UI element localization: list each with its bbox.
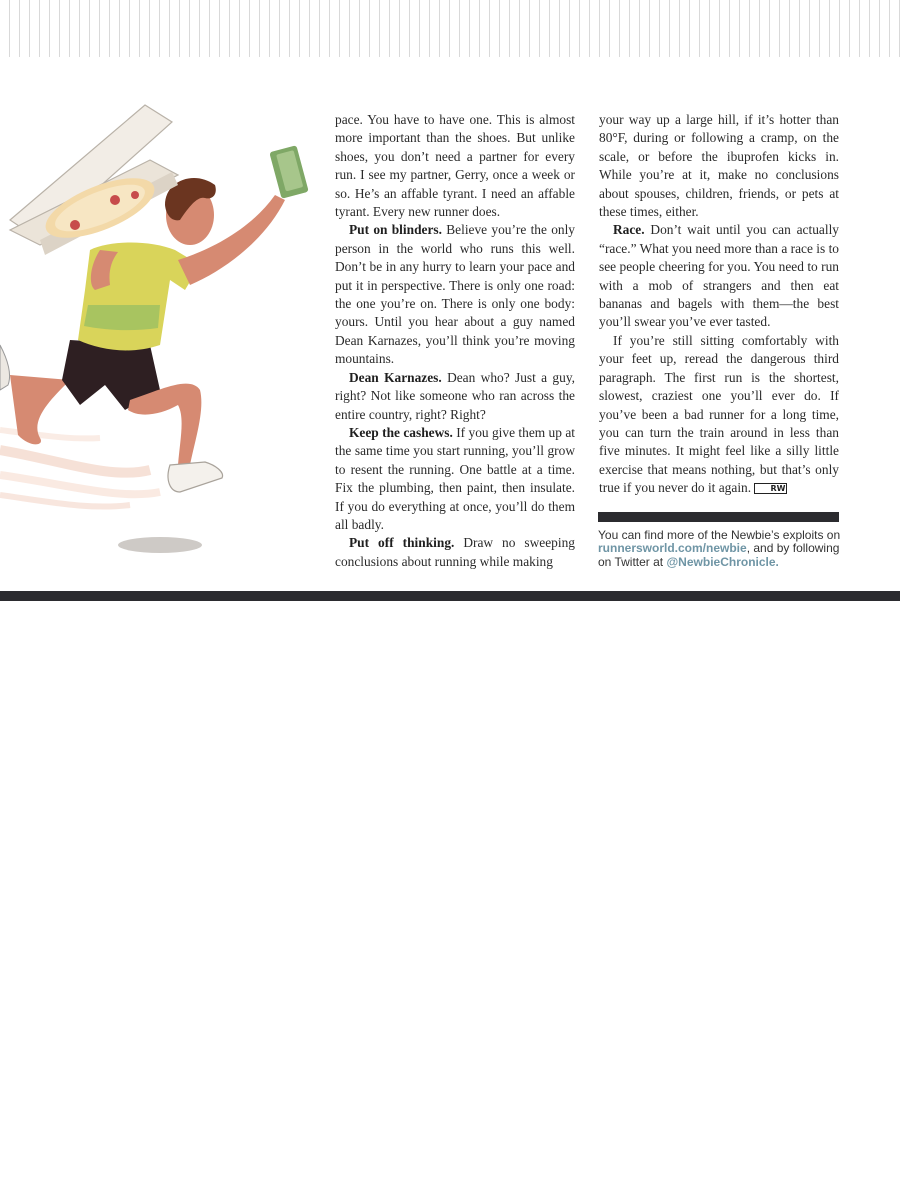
- section-head: Keep the cashews.: [349, 424, 453, 440]
- paragraph-body: Dean who? Just a guy, right? Not like someone who ran across the entire country, right? Right?: [335, 369, 575, 422]
- runner-illustration: [0, 100, 330, 580]
- paragraph-body: Draw no sweeping conclusions about running while making: [335, 535, 575, 569]
- paragraph: [335, 424, 575, 534]
- paragraph-body: Believe you’re the only person in the world who runs this well. Don’t be in any hurry to learn your pace and put it in perspective. There is only one road: the one you’re on. There is only one body: yours. Until you hear about a guy named Dean Karnazes, you’ll think you’re moving mountains.: [335, 222, 575, 367]
- footnote: [598, 529, 848, 569]
- paragraph: [599, 332, 839, 498]
- end-mark-icon: RW: [754, 483, 787, 494]
- section-head: Dean Karnazes.: [349, 369, 442, 385]
- paragraph: pace. You have to have one. This is almost more important than the shoes. But unlike shoes, you don’t need a partner for every run. I see my partner, Gerry, once a week or so. He’s an affable tyrant. I need an affable tyrant. Every new runner does.: [335, 112, 575, 220]
- paragraph: your way up a large hill, if it’s hotter than 80°F, during or following a cramp, on the scale, or before the ibuprofen kicks in. While you’re at it, make no conclusions about spouses, children, friends, or pets at these times, either.: [599, 112, 839, 220]
- article-column-2: [599, 111, 839, 498]
- top-stripe-border: [0, 0, 900, 57]
- cash-icon: [269, 145, 308, 199]
- footnote-period: .: [775, 554, 779, 569]
- motion-lines-icon: [0, 430, 160, 507]
- twitter-handle-link[interactable]: @NewbieChronicle: [666, 554, 776, 569]
- paragraph: [599, 221, 839, 331]
- ground-shadow-icon: [118, 537, 202, 553]
- paragraph-body: If you’re still sitting comfortably with your feet up, reread the dangerous third paragraph. The first run is the shortest, slowest, craziest one you’ll ever do. If you’ve been a bad runner for a long time, you can turn the train around in less than five minutes. It might feel like a silly little exercise that means nothing, but that’s only true if you never do it again.: [599, 332, 839, 496]
- section-head: Put off thinking.: [349, 535, 455, 551]
- paragraph: [335, 369, 575, 424]
- section-head: Race.: [613, 222, 645, 238]
- footnote-divider: [598, 512, 839, 522]
- article-column-1: [335, 111, 575, 571]
- footnote-text: , and by following on Twitter at: [598, 541, 840, 569]
- pizza-box-icon: [10, 105, 178, 255]
- bottom-rule: [0, 591, 900, 601]
- paragraph: [335, 534, 575, 571]
- footnote-text: You can find more of the Newbie’s exploits on: [598, 528, 841, 542]
- section-head: Put on blinders.: [349, 222, 442, 238]
- paragraph-body: Don’t wait until you can actually “race.” What you need more than a race is to see people cheering for you. You need to run with a mob of strangers and then eat bananas and bagels with them—the best you’ll swear you’ve ever tasted.: [599, 222, 839, 330]
- website-link[interactable]: runnersworld.com/newbie: [598, 541, 747, 556]
- paragraph: [335, 221, 575, 368]
- paragraph-body: If you give them up at the same time you start running, you’ll grow to resent the running. One battle at a time. Fix the plumbing, then paint, then insulate. If you do everything at once, you’ll do them all badly.: [335, 424, 575, 532]
